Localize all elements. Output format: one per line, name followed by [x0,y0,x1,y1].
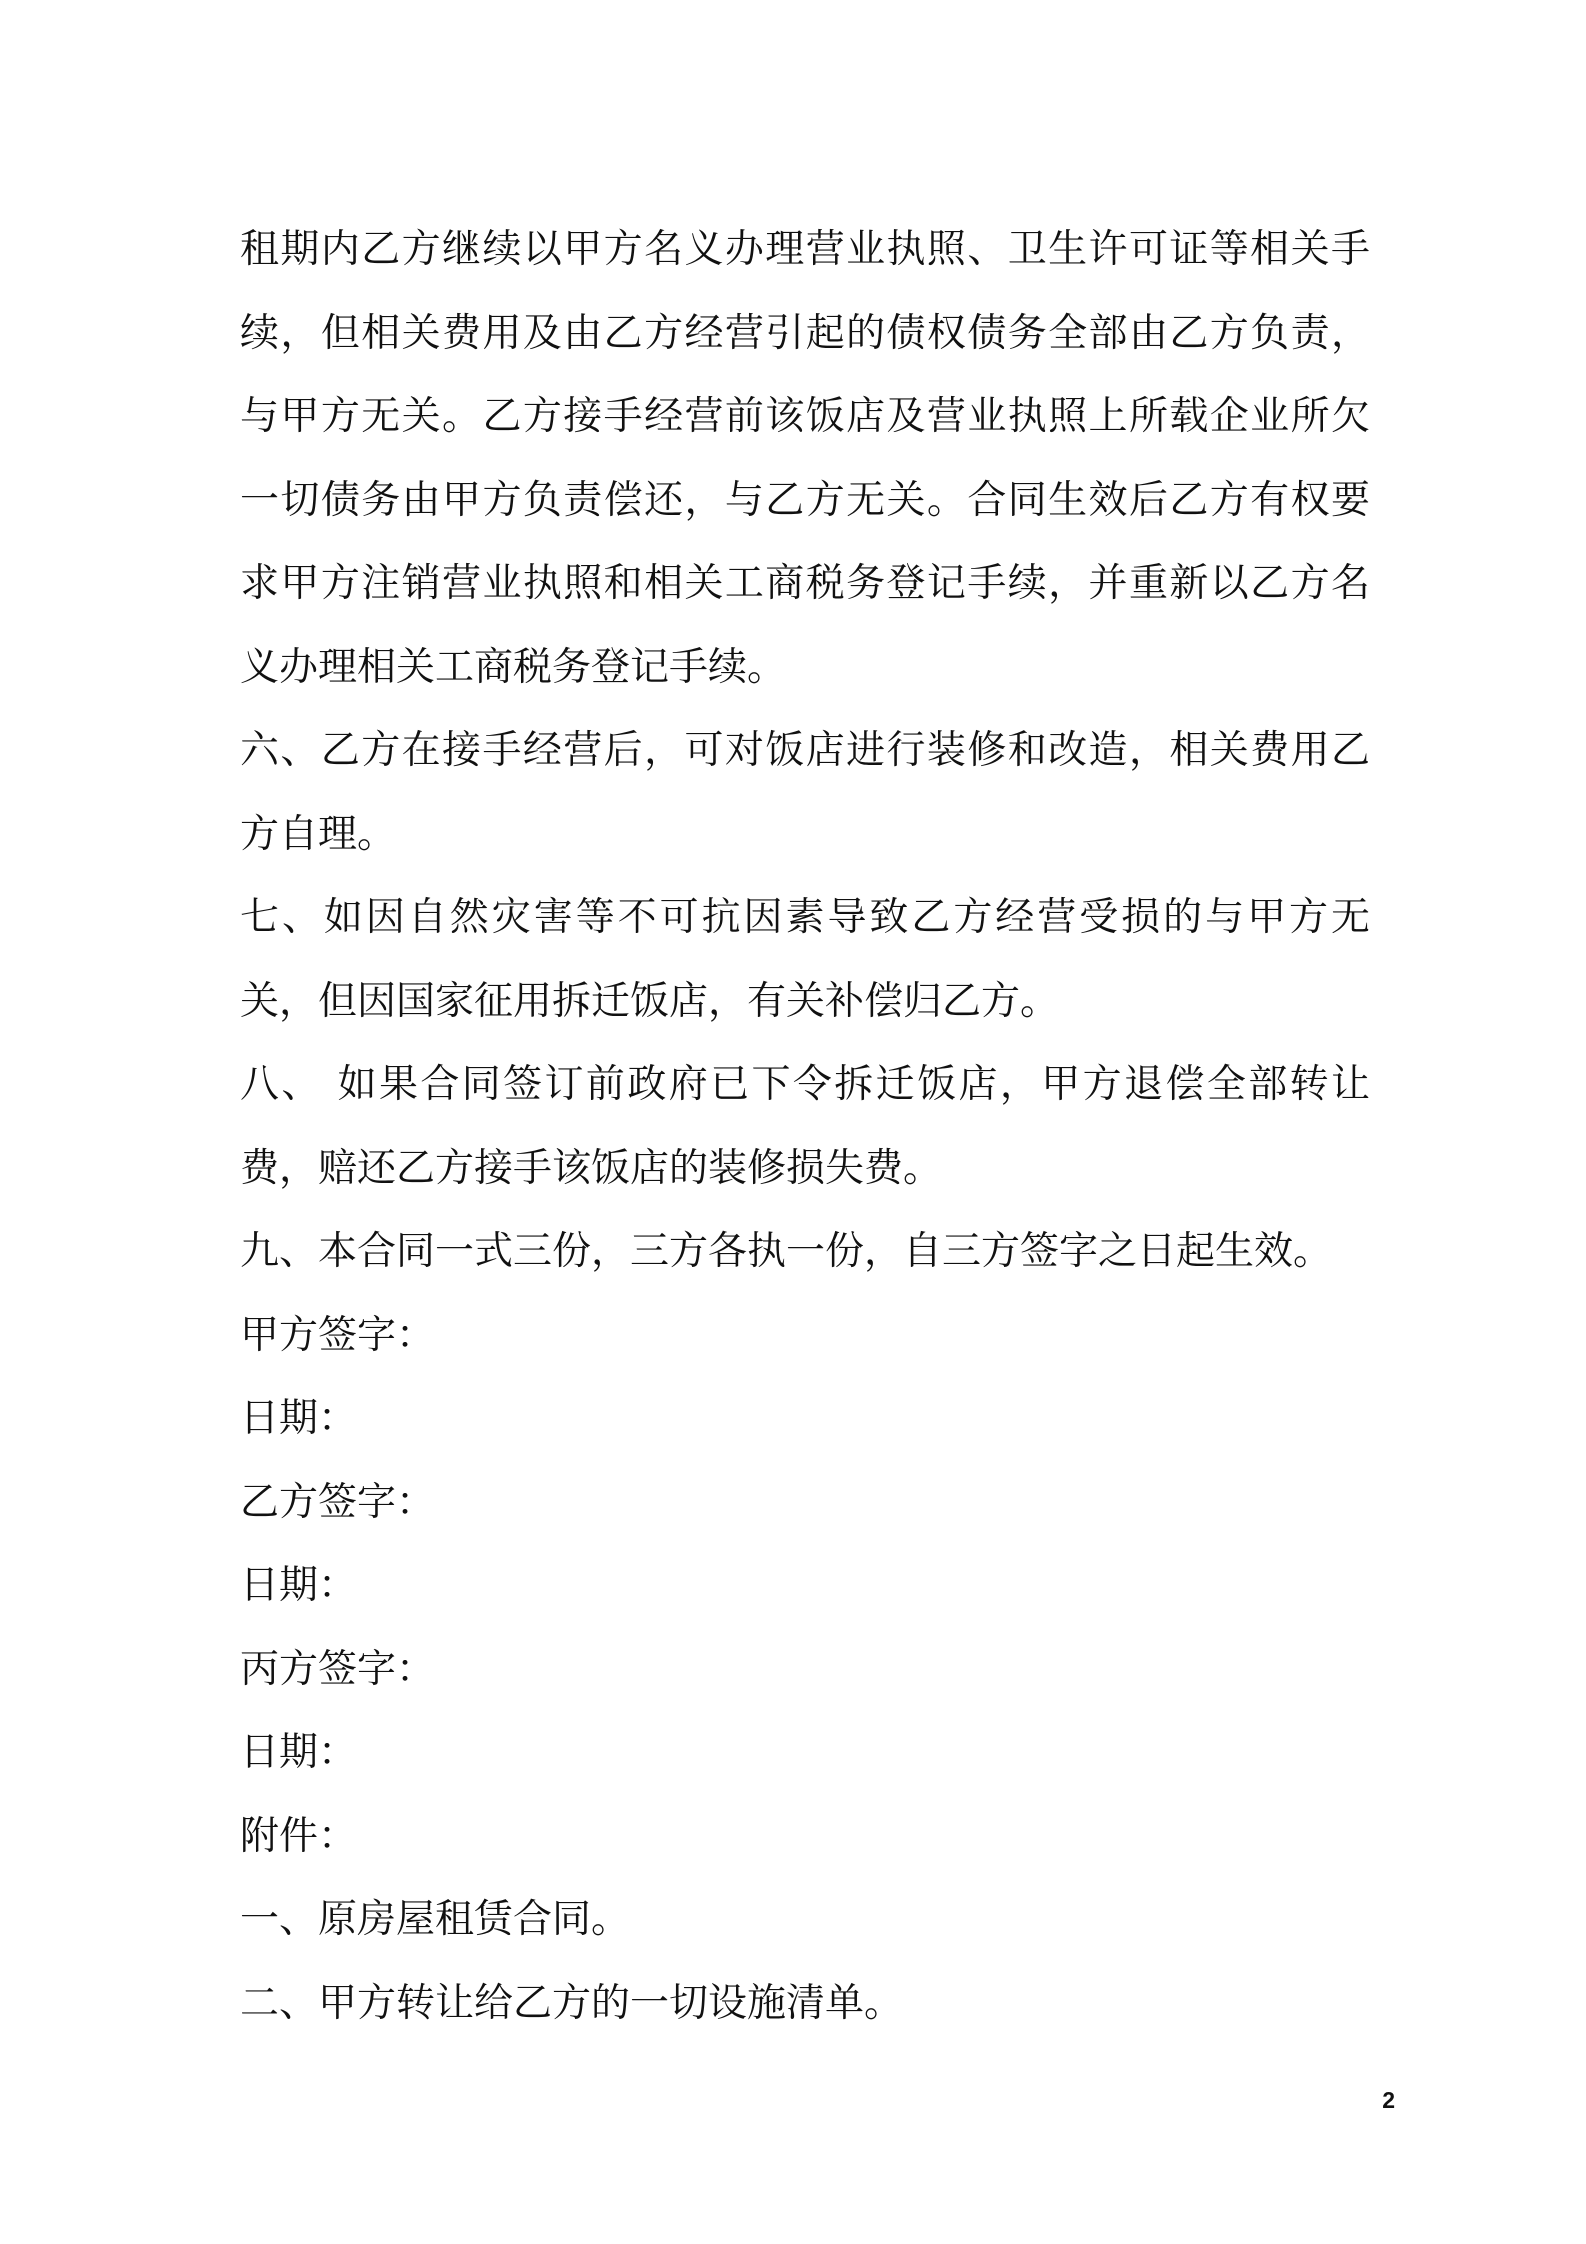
clause-seven-force-majeure: 七、如因自然灾害等不可抗因素导致乙方经营受损的与甲方无关，但因国家征用拆迁饭店，有关补偿归乙方。 [240,895,1370,1024]
party-c-date: 日期： [240,1730,358,1775]
attachment-one: 一、原房屋租赁合同。 [240,1897,631,1942]
party-a-signature: 甲方签字： [240,1312,436,1358]
party-b-signature: 乙方签字： [240,1479,436,1525]
clause-nine-copies: 九、本合同一式三份，三方各执一份，自三方签字之日起生效。 [240,1229,1333,1274]
party-b-date: 日期： [240,1563,358,1608]
clause-eight-demolition: 八、 如果合同签订前政府已下令拆迁饭店，甲方退偿全部转让费，赔还乙方接手该饭店的装修损失费。 [240,1062,1370,1191]
attachments-heading: 附件： [240,1813,358,1859]
party-a-date: 日期： [240,1396,358,1441]
clause-six-renovation: 六、乙方在接手经营后，可对饭店进行装修和改造，相关费用乙方自理。 [240,728,1370,857]
document-body [240,208,1370,2045]
party-c-signature: 丙方签字： [240,1646,436,1692]
attachment-two: 二、甲方转让给乙方的一切设施清单。 [240,1980,904,2026]
paragraph-license-and-debts: 租期内乙方继续以甲方名义办理营业执照、卫生许可证等相关手续，但相关费用及由乙方经营引起的债权债务全部由乙方负责，与甲方无关。乙方接手经营前该饭店及营业执照上所载企业所欠一切债务由甲方负责偿还，与乙方无关。合同生效后乙方有权要求甲方注销营业执照和相关工商税务登记手续，并重新以乙方名义办理相关工商税务登记手续。 [240,227,1370,690]
page-number: 2 [1382,2087,1395,2113]
